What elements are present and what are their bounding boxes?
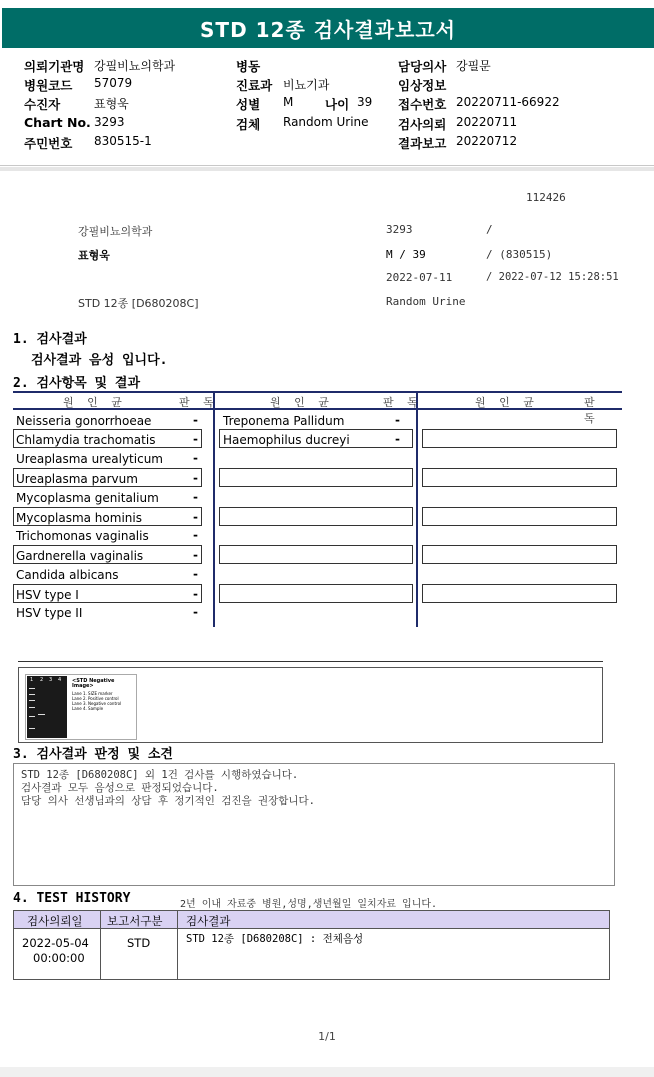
section3-title: 3. 검사결과 판정 및 소견 xyxy=(13,747,173,762)
organism-result: - xyxy=(193,528,198,542)
gel-image-panel xyxy=(18,667,603,743)
label-age: 나이 xyxy=(325,97,350,112)
col2-header: 원 인 균 xyxy=(270,396,334,409)
organism-name: HSV type II xyxy=(16,606,83,620)
value-receipt-no: 20220711-66922 xyxy=(456,95,560,109)
opinion-line: 담당 의사 선생님과의 상담 후 정기적인 검진을 권장합니다. xyxy=(21,795,316,807)
value-resident-no: 830515-1 xyxy=(94,134,152,148)
gel-electrophoresis-image xyxy=(25,674,137,740)
gel-legend-item: Lane 3. Negative control xyxy=(72,701,122,706)
organism-result: - xyxy=(193,490,198,504)
organism-name: HSV type I xyxy=(16,588,79,602)
organism-result: - xyxy=(193,471,198,485)
summary-birth: / (830515) xyxy=(486,248,553,261)
label-specimen: 검체 xyxy=(236,117,261,132)
report-title: STD 12종 검사결과보고서 xyxy=(2,8,654,48)
label-hospital-code: 병원코드 xyxy=(24,78,73,93)
history-result: STD 12종 [D680208C] : 전체음성 xyxy=(186,933,364,945)
organism-name: Candida albicans xyxy=(16,568,119,582)
value-request-date: 20220711 xyxy=(456,115,518,129)
organism-name: Gardnerella vaginalis xyxy=(16,549,144,563)
label-report-date: 결과보고 xyxy=(398,136,447,151)
patient-info-header xyxy=(0,52,654,166)
label-chart-no: Chart No. xyxy=(24,115,91,130)
summary-test: STD 12종 [D680208C] xyxy=(78,297,199,310)
label-receipt-no: 접수번호 xyxy=(398,97,447,112)
organism-name: Haemophilus ducreyi xyxy=(223,433,350,447)
lane-label: 1 xyxy=(30,677,34,683)
organism-name: Treponema Pallidum xyxy=(223,414,345,428)
organism-name: Mycoplasma hominis xyxy=(16,511,142,525)
opinion-line: STD 12종 [D680208C] 외 1건 검사를 시행하였습니다. xyxy=(21,769,299,781)
organism-result: - xyxy=(193,587,198,601)
value-department: 비뇨기과 xyxy=(283,78,330,92)
organism-result: - xyxy=(193,548,198,562)
organism-name: Mycoplasma genitalium xyxy=(16,491,159,505)
history-note: 2년 이내 자료중 병원,성명,생년월일 일치자료 입니다. xyxy=(180,899,438,910)
opinion-line: 검사결과 모두 음성으로 판정되었습니다. xyxy=(21,782,219,794)
label-doctor: 담당의사 xyxy=(398,59,447,74)
section1-text: 검사결과 음성 입니다. xyxy=(31,353,168,368)
organism-result: - xyxy=(193,605,198,619)
value-doctor: 강필문 xyxy=(456,59,491,73)
label-sex: 성별 xyxy=(236,97,261,112)
section1-title: 1. 검사결과 xyxy=(13,332,87,347)
col3-header: 원 인 균 xyxy=(475,396,539,409)
organism-result: - xyxy=(193,413,198,427)
summary-date2: / 2022-07-12 15:28:51 xyxy=(486,271,619,283)
label-patient: 수진자 xyxy=(24,97,61,112)
history-row xyxy=(13,929,610,980)
value-institution: 강필비뇨의학과 xyxy=(94,59,176,73)
col1-header: 원 인 균 xyxy=(63,396,127,409)
history-date: 2022-05-04 xyxy=(22,936,89,950)
history-table xyxy=(13,910,610,980)
col2-result-header: 판 독 xyxy=(383,396,423,409)
summary-sex-age: M / 39 xyxy=(386,248,426,261)
history-type: STD xyxy=(127,936,151,950)
history-header-date: 검사의뢰일 xyxy=(27,914,83,928)
organism-name: Trichomonas vaginalis xyxy=(16,529,149,543)
section4-title: 4. TEST HISTORY xyxy=(13,891,131,906)
lane-label: 2 xyxy=(40,677,44,683)
value-specimen: Random Urine xyxy=(283,115,369,129)
history-time: 00:00:00 xyxy=(33,951,85,965)
opinion-box xyxy=(13,763,615,886)
label-clinical-info: 임상정보 xyxy=(398,78,447,93)
col1-result-header: 판 독 xyxy=(179,396,219,409)
value-sex: M xyxy=(283,95,294,109)
organism-result: - xyxy=(395,432,400,446)
lane-label: 3 xyxy=(49,677,53,683)
summary-code: 112426 xyxy=(526,191,566,204)
page-number: 1/1 xyxy=(318,1030,336,1043)
section2-title: 2. 검사항목 및 결과 xyxy=(13,376,141,391)
results-table xyxy=(13,391,622,627)
label-institution: 의뢰기관명 xyxy=(24,59,85,74)
summary-date1: 2022-07-11 xyxy=(386,271,453,284)
value-age: 39 xyxy=(357,95,373,109)
history-header-result: 검사결과 xyxy=(186,914,231,928)
organism-result: - xyxy=(193,451,198,465)
label-department: 진료과 xyxy=(236,78,273,93)
summary-chart: 3293 xyxy=(386,223,413,236)
organism-name: Chlamydia trachomatis xyxy=(16,433,156,447)
col3-result-header: 판 독 xyxy=(584,396,600,425)
gel-title: <STD Negative Image> xyxy=(72,678,115,689)
gel-legend-item: Lane 4. Sample xyxy=(72,706,104,711)
label-ward: 병동 xyxy=(236,59,261,74)
summary-slash: / xyxy=(486,223,493,236)
organism-result: - xyxy=(395,413,400,427)
history-header-type: 보고서구분 xyxy=(107,914,163,928)
value-hospital-code: 57079 xyxy=(94,76,133,90)
label-request-date: 검사의뢰 xyxy=(398,117,447,132)
label-resident-no: 주민번호 xyxy=(24,136,73,151)
organism-result: - xyxy=(193,567,198,581)
organism-result: - xyxy=(193,432,198,446)
summary-patient: 표형욱 xyxy=(78,249,110,262)
gel-legend-item: Lane 2. Positive control xyxy=(72,696,119,701)
value-chart-no: 3293 xyxy=(94,115,125,129)
organism-result: - xyxy=(193,510,198,524)
organism-name: Ureaplasma urealyticum xyxy=(16,452,163,466)
header-divider xyxy=(0,167,654,171)
lane-label: 4 xyxy=(58,677,62,683)
summary-hospital: 강필비뇨의학과 xyxy=(78,225,153,238)
organism-name: Ureaplasma parvum xyxy=(16,472,138,486)
gel-legend-item: Lane 1. SIZE marker xyxy=(72,691,113,696)
summary-specimen: Random Urine xyxy=(386,295,466,308)
organism-name: Neisseria gonorrhoeae xyxy=(16,414,152,428)
value-report-date: 20220712 xyxy=(456,134,518,148)
value-patient: 표형욱 xyxy=(94,97,129,111)
